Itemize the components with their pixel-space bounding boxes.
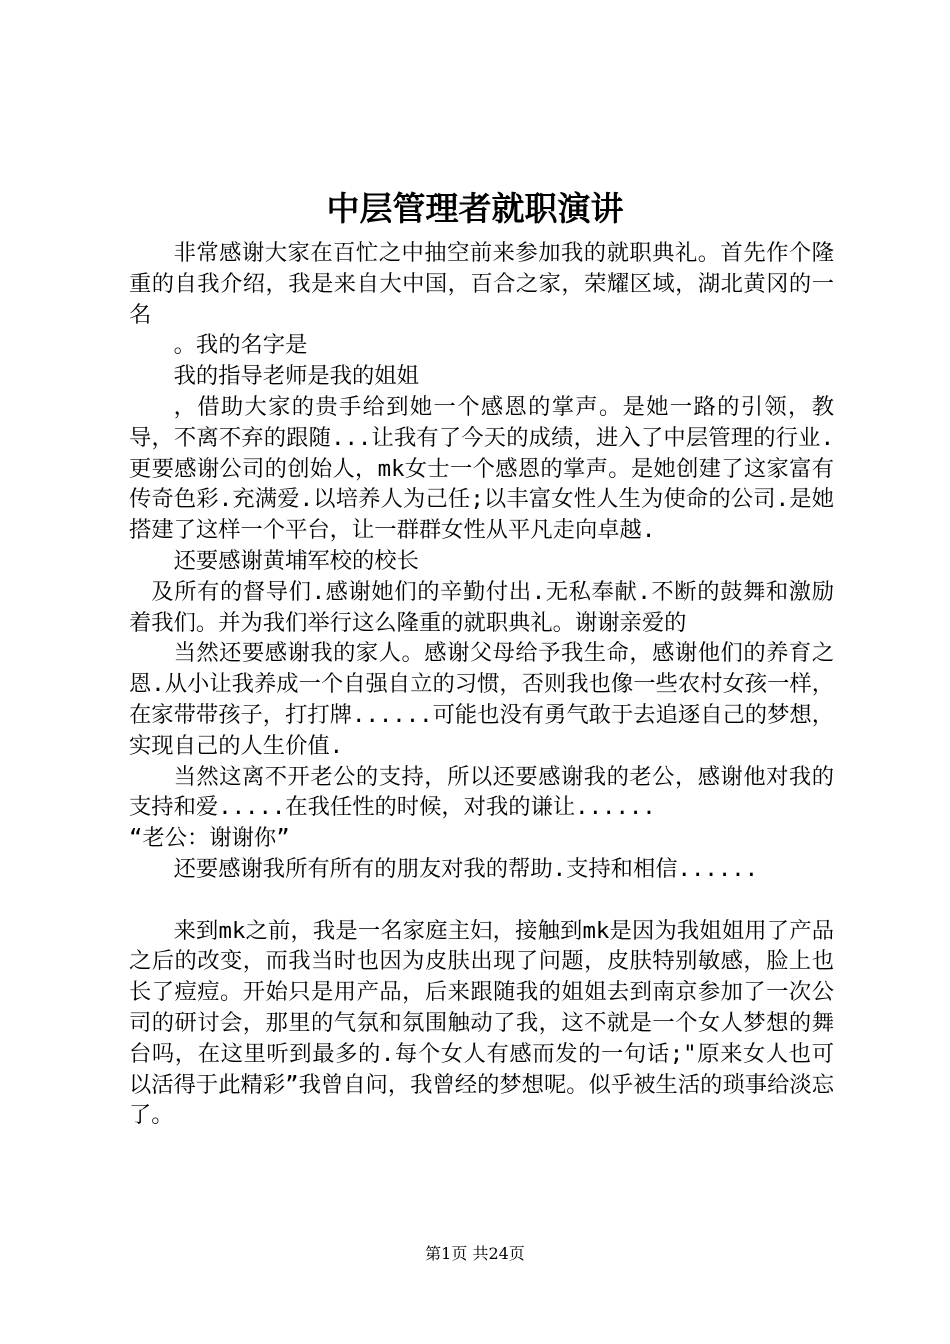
paragraph-family: 当然还要感谢我的家人。感谢父母给予我生命，感谢他们的养育之恩.从小让我养成一个自强自立的习惯，否则我也像一些农村女孩一样，在家带带孩子，打打牌......可能也没有勇气敢于去追逐自己的梦想，实现自己的人生价值. (129, 640, 834, 759)
document-title: 中层管理者就职演讲 (326, 189, 624, 228)
paragraph-friends: 还要感谢我所有所有的朋友对我的帮助.支持和相信...... (173, 855, 759, 882)
page-footer: 第1页 共24页 (425, 1244, 525, 1263)
paragraph-opening: 非常感谢大家在百忙之中抽空前来参加我的就职典礼。首先作个隆重的自我介绍，我是来自大中国，百合之家，荣耀区域，湖北黄冈的一名 (129, 240, 834, 328)
paragraph-supervisors: 及所有的督导们.感谢她们的辛勤付出.无私奉献.不断的鼓舞和激励着我们。并为我们举行这么隆重的就职典礼。谢谢亲爱的 (129, 578, 834, 636)
paragraph-thanks-mentor: ，借助大家的贵手给到她一个感恩的掌声。是她一路的引领，教导，不离不弃的跟随...让我有了今天的成绩，进入了中层管理的行业.更要感谢公司的创始人，mk女士一个感恩的掌声。是她创建了这家富有传奇色彩.充满爱.以培养人为己任;以丰富女性人生为使命的公司.是她搭建了这样一个平台，让一群群女性从平凡走向卓越. (129, 393, 834, 544)
paragraph-spacer (129, 885, 834, 916)
paragraph-principal: 还要感谢黄埔军校的校长 (173, 547, 419, 574)
document-body (129, 238, 834, 1131)
paragraph-story: 来到mk之前，我是一名家庭主妇，接触到mk是因为我姐姐用了产品之后的改变，而我当时也因为皮肤出现了问题，皮肤特别敏感，脸上也长了痘痘。开始只是用产品，后来跟随我的姐姐去到南京参加了一次公司的研讨会，那里的气氛和氛围触动了我，这不就是一个女人梦想的舞台吗，在这里听到最多的.每个女人有感而发的一句话;"原来女人也可以活得于此精彩”我曾自问，我曾经的梦想呢。似乎被生活的琐事给淡忘了。 (129, 917, 834, 1129)
paragraph-husband-quote: “老公：谢谢你” (129, 825, 290, 852)
paragraph-mentor: 我的指导老师是我的姐姐 (173, 363, 419, 390)
paragraph-husband: 当然这离不开老公的支持，所以还要感谢我的老公，感谢他对我的支持和爱.....在我任性的时候，对我的谦让...... (129, 763, 834, 821)
paragraph-name: 。我的名字是 (173, 332, 308, 359)
